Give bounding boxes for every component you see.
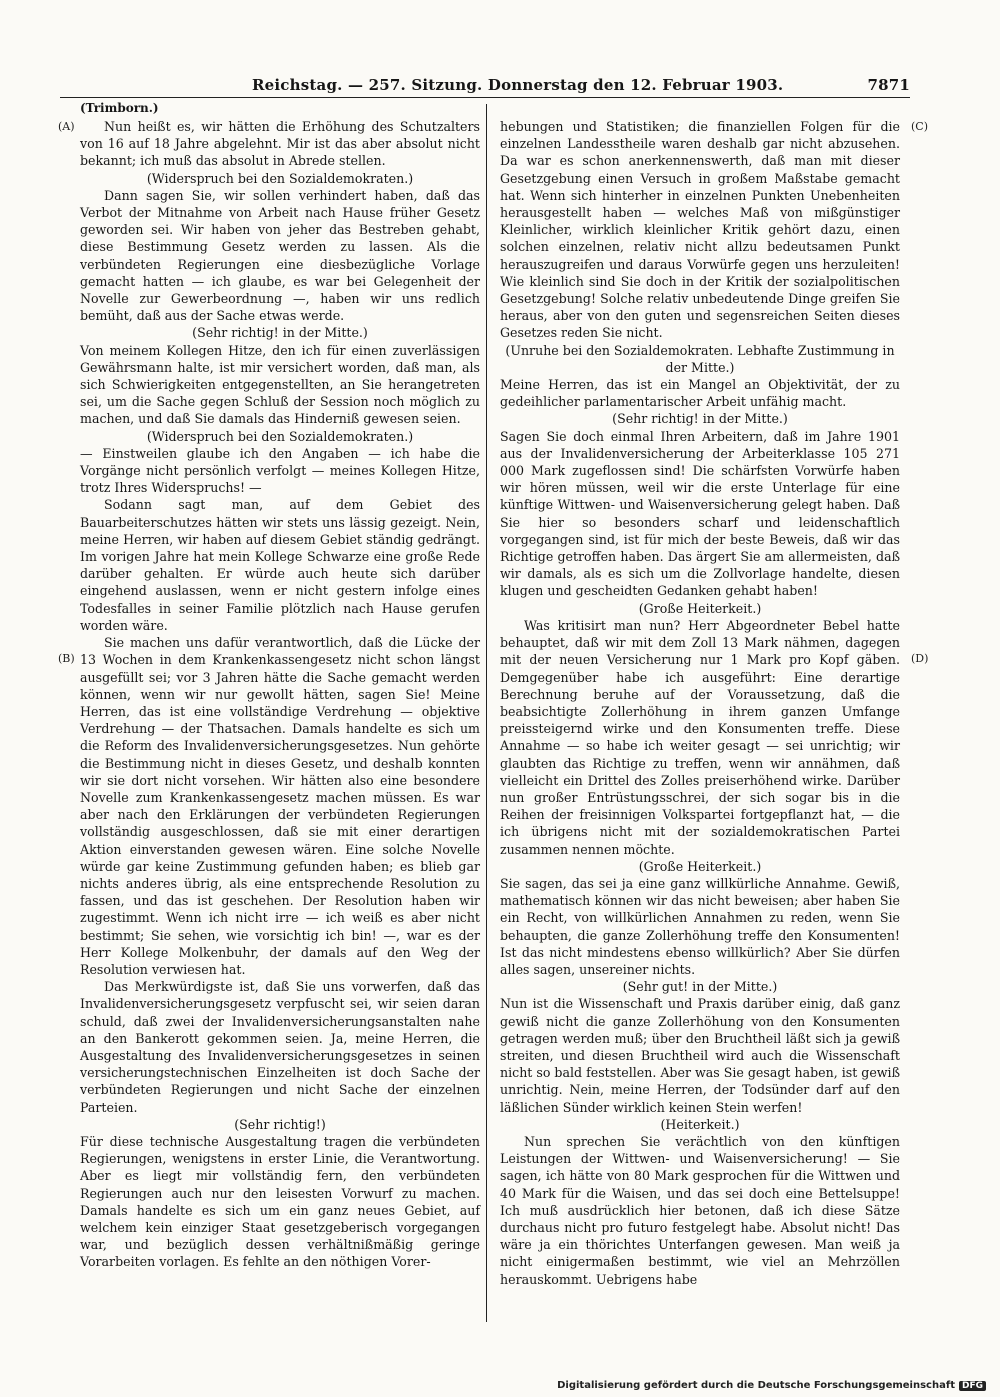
dfg-logo-icon: DFG [959, 1381, 986, 1391]
interjection: (Widerspruch bei den Sozialdemokraten.) [146, 170, 414, 186]
footer-credit [557, 1380, 986, 1391]
interjection: (Unruhe bei den Sozialdemokraten. Lebhafte Zustimmung in der Mitte.) [505, 342, 895, 375]
paragraph: Das Merkwürdigste ist, daß Sie uns vorwerfen, daß das Invalidenversicherungsgesetz verpfuscht sei, wir seien daran schuld, daß zwei der Invalidenversicherungsanstalten nahe an den Bankerott gekommen seien. Ja, meine Herren, die Ausgestaltung des Invalidenversicherungsgesetzes in seinen versicherungstechnischen Einzelheiten ist doch Sache der verbündeten Regierungen und nicht Sache der einzelnen Parteien. [80, 979, 480, 1115]
interjection: (Sehr richtig! in der Mitte.) [192, 325, 368, 341]
interjection: (Widerspruch bei den Sozialdemokraten.) [146, 428, 414, 444]
paragraph: Dann sagen Sie, wir sollen verhindert haben, daß das Verbot der Mitnahme von Arbeit nach Hause früher Gesetz geworden sei. Wir haben von jeher das Bestreben gehabt, diese Bestimmung Gesetz werden zu lassen. Als die verbündeten Regierungen eine diesbezügliche Vorlage gemacht hatten — ich glaube, es war bei Gelegenheit der Novelle zur Gewerbeordnung —, haben wir uns redlich bemüht, daß aus der Sache etwas werde. [80, 187, 480, 324]
paragraph: Nun heißt es, wir hätten die Erhöhung des Schutzalters von 16 auf 18 Jahre abgelehnt. Mir ist das aber absolut nicht bekannt; ich muß das absolut in Abrede stellen. [80, 119, 480, 169]
interjection: (Große Heiterkeit.) [638, 600, 762, 616]
footer-text: Digitalisierung gefördert durch die Deutsche Forschungsgemeinschaft [557, 1380, 955, 1391]
paragraph: Was kritisirt man nun? Herr Abgeordneter Bebel hatte behauptet, daß wir mit dem Zoll 13 Mark nähmen, dagegen mit der neuen Versicherung nur 1 Mark pro Kopf gäben. Demgegenüber habe ich ausgeführt: Eine derartige Berechnung beruhe auf der Voraussetzung, daß die beabsichtigte Zollerhöhung in ihrem ganzen Umfange preissteigernd wirke und den Konsumenten treffe. Diese Annahme — so habe ich weiter gesagt — sei unrichtig; wir glaubten das Richtige zu treffen, wenn wir annähmen, daß vielleicht ein Drittel des Zolles preiserhöhend wirke. Darüber nun großer Entrüstungsschrei, der sich sogar bis in die Reihen der freisinnigen Volkspartei fortgepflanzt hat, — die ich übrigens nicht mit der sozialdemokratischen Partei zusammen nennen möchte. [500, 617, 900, 857]
margin-mark-b: (B) [58, 652, 75, 665]
margin-mark-c: (C) [911, 120, 928, 133]
paragraph: Sie sagen, das sei ja eine ganz willkürliche Annahme. Gewiß, mathematisch können wir das nicht beweisen; aber haben Sie ein Recht, von willkürlichen Annahmen zu reden, wenn Sie behaupten, die ganze Zollerhöhung treffe den Konsumenten! Ist das nicht mindestens ebenso willkürlich? Aber Sie dürfen alles sagen, unsereiner nichts. [500, 875, 900, 977]
header-rule [60, 97, 910, 98]
paragraph: Für diese technische Ausgestaltung tragen die verbündeten Regierungen, wenigstens in erster Linie, die Verantwortung. Aber es liegt mir vollständig fern, den verbündeten Regierungen auch nur den leisesten Vorwurf zu machen. Damals handelte es sich um ein ganz neues Gebiet, auf welchem kein einziger Staat gesetzgeberisch vorgegangen war, und bezüglich dessen verhältnißmäßig geringe Vorarbeiten vorlagen. Es fehlte an den nöthigen Vorer- [80, 1133, 480, 1270]
paragraph: hebungen und Statistiken; die finanziellen Folgen für die einzelnen Landesstheile waren deshalb gar nicht abzusehen. Da war es schon anerkennenswerth, daß man mit dieser Gesetzgebung einen Versuch in großem Maßstabe gemacht hat. Wenn sich hinterher in einzelnen Punkten Unebenheiten herausgestellt haben — welches Maß von mißgünstiger Kleinlicher, wirklich kleinlicher Kritik gehört dazu, einen solchen einzelnen, relativ nicht allzu bedeutsamen Punkt herauszugreifen und daraus Vorwürfe gegen uns herzuleiten! Wie kleinlich sind Sie doch in der Kritik der sozialpolitischen Gesetzgebung! Solche relativ unbedeutende Dinge greifen Sie heraus, aber von den guten und segensreichen Seiten dieses Gesetzes reden Sie nicht. [500, 119, 900, 341]
right-column [500, 118, 900, 1288]
margin-mark-a: (A) [58, 120, 75, 133]
interjection: (Große Heiterkeit.) [638, 858, 762, 874]
interjection: (Sehr richtig!) [234, 1116, 326, 1132]
paragraph: Von meinem Kollegen Hitze, den ich für einen zuverlässigen Gewährsmann halte, ist mir versichert worden, daß man, als sich Schwierigkeiten entgegenstellten, an Sie herangetreten sei, um die Sache gegen Schluß der Session noch möglich zu machen, und daß Sie damals das Hinderniß gewesen seien. [80, 342, 480, 427]
left-column [80, 118, 480, 1271]
paragraph: Sie machen uns dafür verantwortlich, daß die Lücke der 13 Wochen in dem Krankenkassengesetz nicht schon längst ausgefüllt sei; vor 3 Jahren hätte die Sache gemacht werden können, wenn wir nur gewollt hätten, sagen Sie! Meine Herren, das ist eine vollständige Verdrehung — objektive Verdrehung — der Thatsachen. Damals handelte es sich um die Reform des Invalidenversicherungsgesetzes. Nun gehörte die Bestimmung nicht in dieses Gesetz, und deshalb konnten wir sie dort nicht vorsehen. Wir hätten also eine besondere Novelle zum Krankenkassengesetz machen müssen. Es war aber nach den Erklärungen der verbündeten Regierungen vollständig ausgeschlossen, daß sie mit einer derartigen Aktion einverstanden gewesen wären. Eine solche Novelle würde gar keine Zustimmung gefunden haben; es blieb gar nichts anderes übrig, als eine entsprechende Resolution zu fassen, und das ist geschehen. Der Resolution haben wir zugestimmt. Wenn ich nicht irre — ich weiß es aber nicht bestimmt; Sie sehen, wie vorsichtig ich bin! —, war es der Herr Kollege Molkenbuhr, der damals auf den Weg der Resolution verwiesen hat. [80, 635, 480, 977]
paragraph: Sagen Sie doch einmal Ihren Arbeitern, daß im Jahre 1901 aus der Invalidenversicherung der Arbeiterklasse 105 271 000 Mark zugeflossen sind! Die schärfsten Vorwürfe haben wir hören müssen, weil wir die erste Unterlage für eine künftige Wittwen- und Waisenversicherung gelegt haben. Daß Sie hier so besonders scharf und leidenschaftlich vorgegangen sind, ist für mich der beste Beweis, daß wir das Richtige getroffen haben. Das ärgert Sie am allermeisten, daß wir damals, als es sich um die Zollvorlage handelte, diesen klugen und gescheidten Gedanken gehabt haben! [500, 428, 900, 599]
page-number: 7871 [867, 76, 910, 94]
interjection: (Sehr gut! in der Mitte.) [622, 979, 778, 995]
interjection: (Heiterkeit.) [660, 1116, 740, 1132]
paragraph: Nun ist die Wissenschaft und Praxis darüber einig, daß ganz gewiß nicht die ganze Zollerhöhung von den Konsumenten getragen werden muß; über den Bruchtheil läßt sich ja gewiß streiten, und diesen Bruchtheil wird auch die Wissenschaft nicht so bald feststellen. Aber was Sie gesagt haben, ist gewiß unrichtig. Nein, meine Herren, der Todsünder darf auf den läßlichen Sünder wirklich keinen Stein werfen! [500, 996, 900, 1115]
interjection: (Sehr richtig! in der Mitte.) [612, 411, 788, 427]
page-title: Reichstag. — 257. Sitzung. Donnerstag den 12. Februar 1903. [252, 76, 784, 94]
column-divider [486, 104, 487, 1322]
speaker-name: (Trimborn.) [80, 101, 159, 115]
paragraph: Meine Herren, das ist ein Mangel an Objektivität, der zu gedeihlicher parlamentarischer Arbeit unfähig macht. [500, 377, 900, 410]
paragraph: Sodann sagt man, auf dem Gebiet des Bauarbeiterschutzes hätten wir stets uns lässig gezeigt. Nein, meine Herren, wir haben auf diesem Gebiet ständig gedrängt. Im vorigen Jahre hat mein Kollege Schwarze eine große Rede darüber gehalten. Er würde auch heute sich darüber eingehend auslassen, wenn er nicht gestern infolge eines Todesfalles in seiner Familie plötzlich nach Hause gerufen worden wäre. [80, 497, 480, 633]
page-header [60, 76, 910, 98]
paragraph: Nun sprechen Sie verächtlich von den künftigen Leistungen der Wittwen- und Waisenversicherung! — Sie sagen, ich hätte von 80 Mark gesprochen für die Wittwen und 40 Mark für die Waisen, und das sei doch eine Bettelsuppe! Ich muß ausdrücklich hier betonen, daß ich diese Sätze durchaus nicht pro futuro festgelegt habe. Absolut nicht! Das wäre ja ein thörichtes Unterfangen gewesen. Man weiß ja nicht einigermaßen bestimmt, wie viel an Mehrzöllen herauskommt. Uebrigens habe [500, 1133, 900, 1287]
paragraph: — Einstweilen glaube ich den Angaben — ich habe die Vorgänge nicht persönlich verfolgt — meines Kollegen Hitze, trotz Ihres Widerspruchs! — [80, 445, 480, 496]
margin-mark-d: (D) [911, 652, 929, 665]
